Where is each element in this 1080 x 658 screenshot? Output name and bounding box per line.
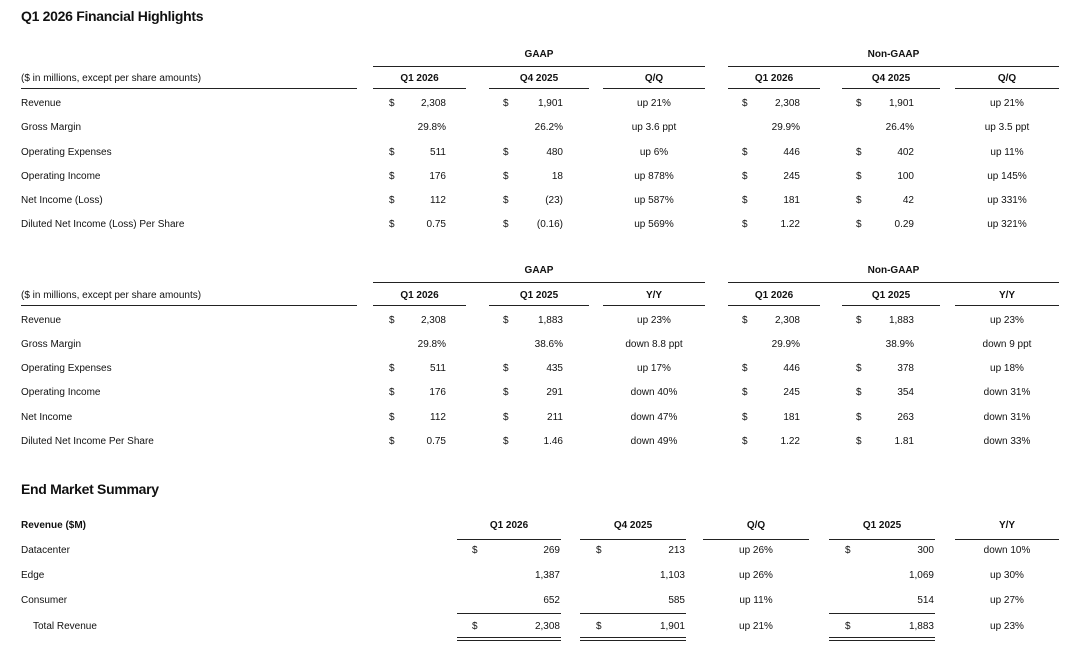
- yoy-col-header: Q1 2025: [871, 290, 911, 301]
- end-market-header-rule: [580, 539, 686, 540]
- qoq-currency: $: [856, 147, 862, 158]
- end-market-col-header: Q/Q: [746, 520, 766, 531]
- qoq-value-cell: 29.9%: [771, 122, 800, 133]
- qoq-col-header: Q4 2025: [519, 73, 559, 84]
- qoq-col-header: Q1 2026: [754, 73, 794, 84]
- yoy-header-rule: [603, 305, 705, 306]
- yoy-header-rule: [842, 305, 940, 306]
- end-market-value-cell: 1,069: [908, 570, 934, 581]
- yoy-currency: $: [389, 436, 395, 447]
- end-market-currency: $: [596, 545, 602, 556]
- yoy-value-cell: 1.81: [894, 436, 914, 447]
- qoq-row-label: Gross Margin: [21, 122, 82, 133]
- end-market-change-cell: up 26%: [739, 545, 773, 556]
- end-market-total-double-rule: [829, 637, 935, 641]
- yoy-col-header: Y/Y: [645, 290, 663, 301]
- yoy-value-cell: 511: [430, 363, 446, 374]
- end-market-col-header: Q1 2025: [862, 520, 902, 531]
- qoq-row-label: Net Income (Loss): [21, 195, 103, 206]
- yoy-group-nongaap: Non-GAAP: [867, 265, 920, 276]
- yoy-value-cell: 291: [546, 387, 563, 398]
- yoy-currency: $: [856, 436, 862, 447]
- end-market-col-header: Y/Y: [998, 520, 1016, 531]
- yoy-change-cell: up 23%: [637, 315, 671, 326]
- qoq-change-cell: up 21%: [990, 98, 1024, 109]
- qoq-currency: $: [856, 98, 862, 109]
- qoq-value-cell: 100: [897, 171, 914, 182]
- qoq-value-cell: 18: [551, 171, 563, 182]
- qoq-currency: $: [503, 219, 509, 230]
- yoy-group-gaap: GAAP: [524, 265, 554, 276]
- qoq-header-rule-label: [21, 88, 357, 89]
- yoy-value-cell: 29.8%: [417, 339, 446, 350]
- yoy-value-cell: 38.6%: [534, 339, 563, 350]
- yoy-value-cell: 354: [897, 387, 914, 398]
- end-market-title: End Market Summary: [21, 481, 159, 497]
- yoy-change-cell: down 40%: [630, 387, 678, 398]
- qoq-header-rule: [842, 88, 940, 89]
- qoq-change-cell: up 569%: [634, 219, 674, 230]
- qoq-value-cell: 26.4%: [885, 122, 914, 133]
- qoq-change-cell: up 3.6 ppt: [631, 122, 677, 133]
- end-market-change-cell: down 10%: [983, 545, 1031, 556]
- end-market-currency: $: [596, 621, 602, 632]
- yoy-header-rule: [955, 305, 1059, 306]
- end-market-total-double-rule: [580, 637, 686, 641]
- qoq-change-cell: up 6%: [639, 147, 669, 158]
- qoq-currency: $: [389, 195, 395, 206]
- yoy-group-rule-gaap: [373, 282, 705, 283]
- qoq-value-cell: 2,308: [774, 98, 800, 109]
- qoq-value-cell: 480: [546, 147, 563, 158]
- yoy-currency: $: [503, 387, 509, 398]
- qoq-currency: $: [389, 171, 395, 182]
- yoy-value-cell: 29.9%: [771, 339, 800, 350]
- yoy-change-cell: down 49%: [630, 436, 678, 447]
- yoy-value-cell: 446: [783, 363, 800, 374]
- yoy-change-cell: down 9 ppt: [982, 339, 1032, 350]
- end-market-label-header: Revenue ($M): [21, 520, 87, 531]
- yoy-value-cell: 211: [547, 412, 563, 423]
- yoy-group-rule-nongaap: [728, 282, 1059, 283]
- qoq-change-cell: up 587%: [634, 195, 674, 206]
- qoq-currency: $: [389, 98, 395, 109]
- qoq-col-header: Q1 2026: [400, 73, 439, 84]
- yoy-value-cell: 1,883: [888, 315, 914, 326]
- yoy-value-cell: 2,308: [774, 315, 800, 326]
- end-market-currency: $: [845, 621, 851, 632]
- yoy-value-cell: 176: [429, 387, 446, 398]
- end-market-subtotal-rule: [580, 613, 686, 614]
- qoq-currency: $: [389, 147, 395, 158]
- end-market-currency: $: [472, 621, 478, 632]
- end-market-header-rule: [457, 539, 561, 540]
- end-market-total-double-rule: [457, 637, 561, 641]
- qoq-currency: $: [742, 195, 748, 206]
- qoq-currency: $: [503, 195, 509, 206]
- end-market-header-rule: [829, 539, 935, 540]
- qoq-value-cell: 29.8%: [417, 122, 446, 133]
- yoy-currency: $: [742, 436, 748, 447]
- qoq-change-cell: up 878%: [634, 171, 674, 182]
- yoy-currency: $: [856, 363, 862, 374]
- yoy-row-label: Gross Margin: [21, 339, 82, 350]
- yoy-currency: $: [856, 315, 862, 326]
- yoy-value-cell: 0.75: [426, 436, 446, 447]
- end-market-change-cell: up 26%: [739, 570, 773, 581]
- end-market-header-rule: [703, 539, 809, 540]
- qoq-currency: $: [856, 171, 862, 182]
- yoy-change-cell: up 23%: [990, 315, 1024, 326]
- yoy-currency: $: [503, 436, 509, 447]
- yoy-currency: $: [742, 387, 748, 398]
- qoq-value-cell: (0.16): [536, 219, 563, 230]
- qoq-currency: $: [389, 219, 395, 230]
- qoq-value-cell: 245: [783, 171, 800, 182]
- end-market-value-cell: 1,901: [659, 621, 685, 632]
- qoq-group-nongaap: Non-GAAP: [867, 49, 920, 60]
- qoq-col-header: Q4 2025: [871, 73, 911, 84]
- end-market-change-cell: up 30%: [990, 570, 1024, 581]
- qoq-value-cell: 1,901: [537, 98, 563, 109]
- yoy-col-header: Q1 2026: [754, 290, 794, 301]
- qoq-change-cell: up 145%: [987, 171, 1027, 182]
- end-market-subtotal-rule: [829, 613, 935, 614]
- end-market-value-cell: 2,308: [534, 621, 560, 632]
- yoy-value-cell: 1.22: [780, 436, 800, 447]
- yoy-value-cell: 181: [783, 412, 800, 423]
- qoq-change-cell: up 21%: [637, 98, 671, 109]
- yoy-value-cell: 435: [546, 363, 563, 374]
- yoy-change-cell: down 47%: [630, 412, 678, 423]
- qoq-change-cell: up 3.5 ppt: [984, 122, 1030, 133]
- qoq-currency: $: [742, 98, 748, 109]
- qoq-col-header: Q/Q: [644, 73, 664, 84]
- qoq-row-label: Operating Expenses: [21, 147, 112, 158]
- qoq-value-cell: 42: [902, 195, 914, 206]
- yoy-row-label: Operating Income: [21, 387, 101, 398]
- qoq-header-rule: [603, 88, 705, 89]
- qoq-currency: $: [856, 219, 862, 230]
- yoy-header-rule-label: [21, 305, 357, 306]
- yoy-currency: $: [742, 315, 748, 326]
- qoq-row-label: Operating Income: [21, 171, 101, 182]
- yoy-row-label: Revenue: [21, 315, 62, 326]
- qoq-currency: $: [742, 147, 748, 158]
- yoy-row-label: Diluted Net Income Per Share: [21, 436, 154, 447]
- page-title: Q1 2026 Financial Highlights: [21, 8, 204, 24]
- qoq-label-header: ($ in millions, except per share amounts): [21, 73, 202, 84]
- end-market-row-label: Datacenter: [21, 545, 70, 556]
- yoy-value-cell: 1.46: [543, 436, 563, 447]
- yoy-value-cell: 245: [783, 387, 800, 398]
- yoy-value-cell: 112: [430, 412, 446, 423]
- yoy-currency: $: [856, 412, 862, 423]
- end-market-currency: $: [845, 545, 851, 556]
- yoy-currency: $: [503, 315, 509, 326]
- yoy-currency: $: [503, 363, 509, 374]
- qoq-value-cell: 446: [783, 147, 800, 158]
- yoy-header-rule: [728, 305, 820, 306]
- qoq-currency: $: [742, 171, 748, 182]
- yoy-value-cell: 378: [897, 363, 914, 374]
- qoq-header-rule: [373, 88, 466, 89]
- qoq-currency: $: [503, 147, 509, 158]
- end-market-value-cell: 514: [917, 595, 934, 606]
- yoy-header-rule: [373, 305, 466, 306]
- qoq-value-cell: 181: [783, 195, 800, 206]
- end-market-row-label: Edge: [21, 570, 45, 581]
- yoy-change-cell: down 31%: [983, 387, 1031, 398]
- qoq-currency: $: [856, 195, 862, 206]
- qoq-value-cell: 0.29: [894, 219, 914, 230]
- qoq-value-cell: 0.75: [426, 219, 446, 230]
- yoy-label-header: ($ in millions, except per share amounts): [21, 290, 202, 301]
- qoq-value-cell: 2,308: [420, 98, 446, 109]
- yoy-header-rule: [489, 305, 589, 306]
- yoy-currency: $: [742, 363, 748, 374]
- yoy-change-cell: down 33%: [983, 436, 1031, 447]
- yoy-value-cell: 1,883: [537, 315, 563, 326]
- end-market-total-label: Total Revenue: [33, 621, 97, 632]
- end-market-change-cell: up 27%: [990, 595, 1024, 606]
- yoy-currency: $: [389, 315, 395, 326]
- yoy-row-label: Net Income: [21, 412, 73, 423]
- end-market-value-cell: 1,103: [659, 570, 685, 581]
- end-market-subtotal-rule: [457, 613, 561, 614]
- end-market-header-rule: [955, 539, 1059, 540]
- qoq-row-label: Diluted Net Income (Loss) Per Share: [21, 219, 185, 230]
- end-market-value-cell: 1,387: [534, 570, 560, 581]
- end-market-col-header: Q4 2025: [613, 520, 653, 531]
- qoq-change-cell: up 11%: [990, 147, 1024, 158]
- qoq-row-label: Revenue: [21, 98, 62, 109]
- qoq-header-rule: [955, 88, 1059, 89]
- qoq-value-cell: 1.22: [780, 219, 800, 230]
- qoq-value-cell: 26.2%: [534, 122, 563, 133]
- qoq-header-rule: [728, 88, 820, 89]
- qoq-header-rule: [489, 88, 589, 89]
- end-market-value-cell: 585: [668, 595, 685, 606]
- qoq-value-cell: (23): [545, 195, 563, 206]
- qoq-value-cell: 402: [897, 147, 914, 158]
- qoq-group-rule-nongaap: [728, 66, 1059, 67]
- qoq-value-cell: 1,901: [888, 98, 914, 109]
- yoy-currency: $: [389, 387, 395, 398]
- yoy-col-header: Q1 2026: [400, 290, 439, 301]
- yoy-change-cell: up 17%: [637, 363, 671, 374]
- qoq-change-cell: up 331%: [987, 195, 1027, 206]
- yoy-col-header: Q1 2025: [519, 290, 559, 301]
- end-market-change-cell: up 11%: [739, 595, 773, 606]
- qoq-currency: $: [503, 171, 509, 182]
- yoy-change-cell: up 18%: [990, 363, 1024, 374]
- yoy-currency: $: [389, 412, 395, 423]
- yoy-value-cell: 38.9%: [885, 339, 914, 350]
- yoy-col-header: Y/Y: [998, 290, 1016, 301]
- end-market-row-label: Consumer: [21, 595, 68, 606]
- end-market-col-header: Q1 2026: [489, 520, 529, 531]
- end-market-value-cell: 300: [917, 545, 934, 556]
- end-market-currency: $: [472, 545, 478, 556]
- yoy-value-cell: 263: [897, 412, 914, 423]
- qoq-value-cell: 511: [430, 147, 446, 158]
- qoq-value-cell: 176: [429, 171, 446, 182]
- qoq-currency: $: [503, 98, 509, 109]
- end-market-value-cell: 652: [543, 595, 560, 606]
- qoq-change-cell: up 321%: [987, 219, 1027, 230]
- qoq-col-header: Q/Q: [997, 73, 1017, 84]
- yoy-change-cell: down 31%: [983, 412, 1031, 423]
- qoq-group-gaap: GAAP: [524, 49, 554, 60]
- yoy-currency: $: [856, 387, 862, 398]
- yoy-change-cell: down 8.8 ppt: [625, 339, 683, 350]
- end-market-value-cell: 213: [668, 545, 685, 556]
- end-market-value-cell: 269: [543, 545, 560, 556]
- yoy-currency: $: [389, 363, 395, 374]
- yoy-value-cell: 2,308: [420, 315, 446, 326]
- end-market-value-cell: 1,883: [908, 621, 934, 632]
- qoq-value-cell: 112: [430, 195, 446, 206]
- qoq-group-rule-gaap: [373, 66, 705, 67]
- end-market-change-cell: up 23%: [990, 621, 1024, 632]
- yoy-currency: $: [503, 412, 509, 423]
- qoq-currency: $: [742, 219, 748, 230]
- end-market-change-cell: up 21%: [739, 621, 773, 632]
- yoy-currency: $: [742, 412, 748, 423]
- yoy-row-label: Operating Expenses: [21, 363, 112, 374]
